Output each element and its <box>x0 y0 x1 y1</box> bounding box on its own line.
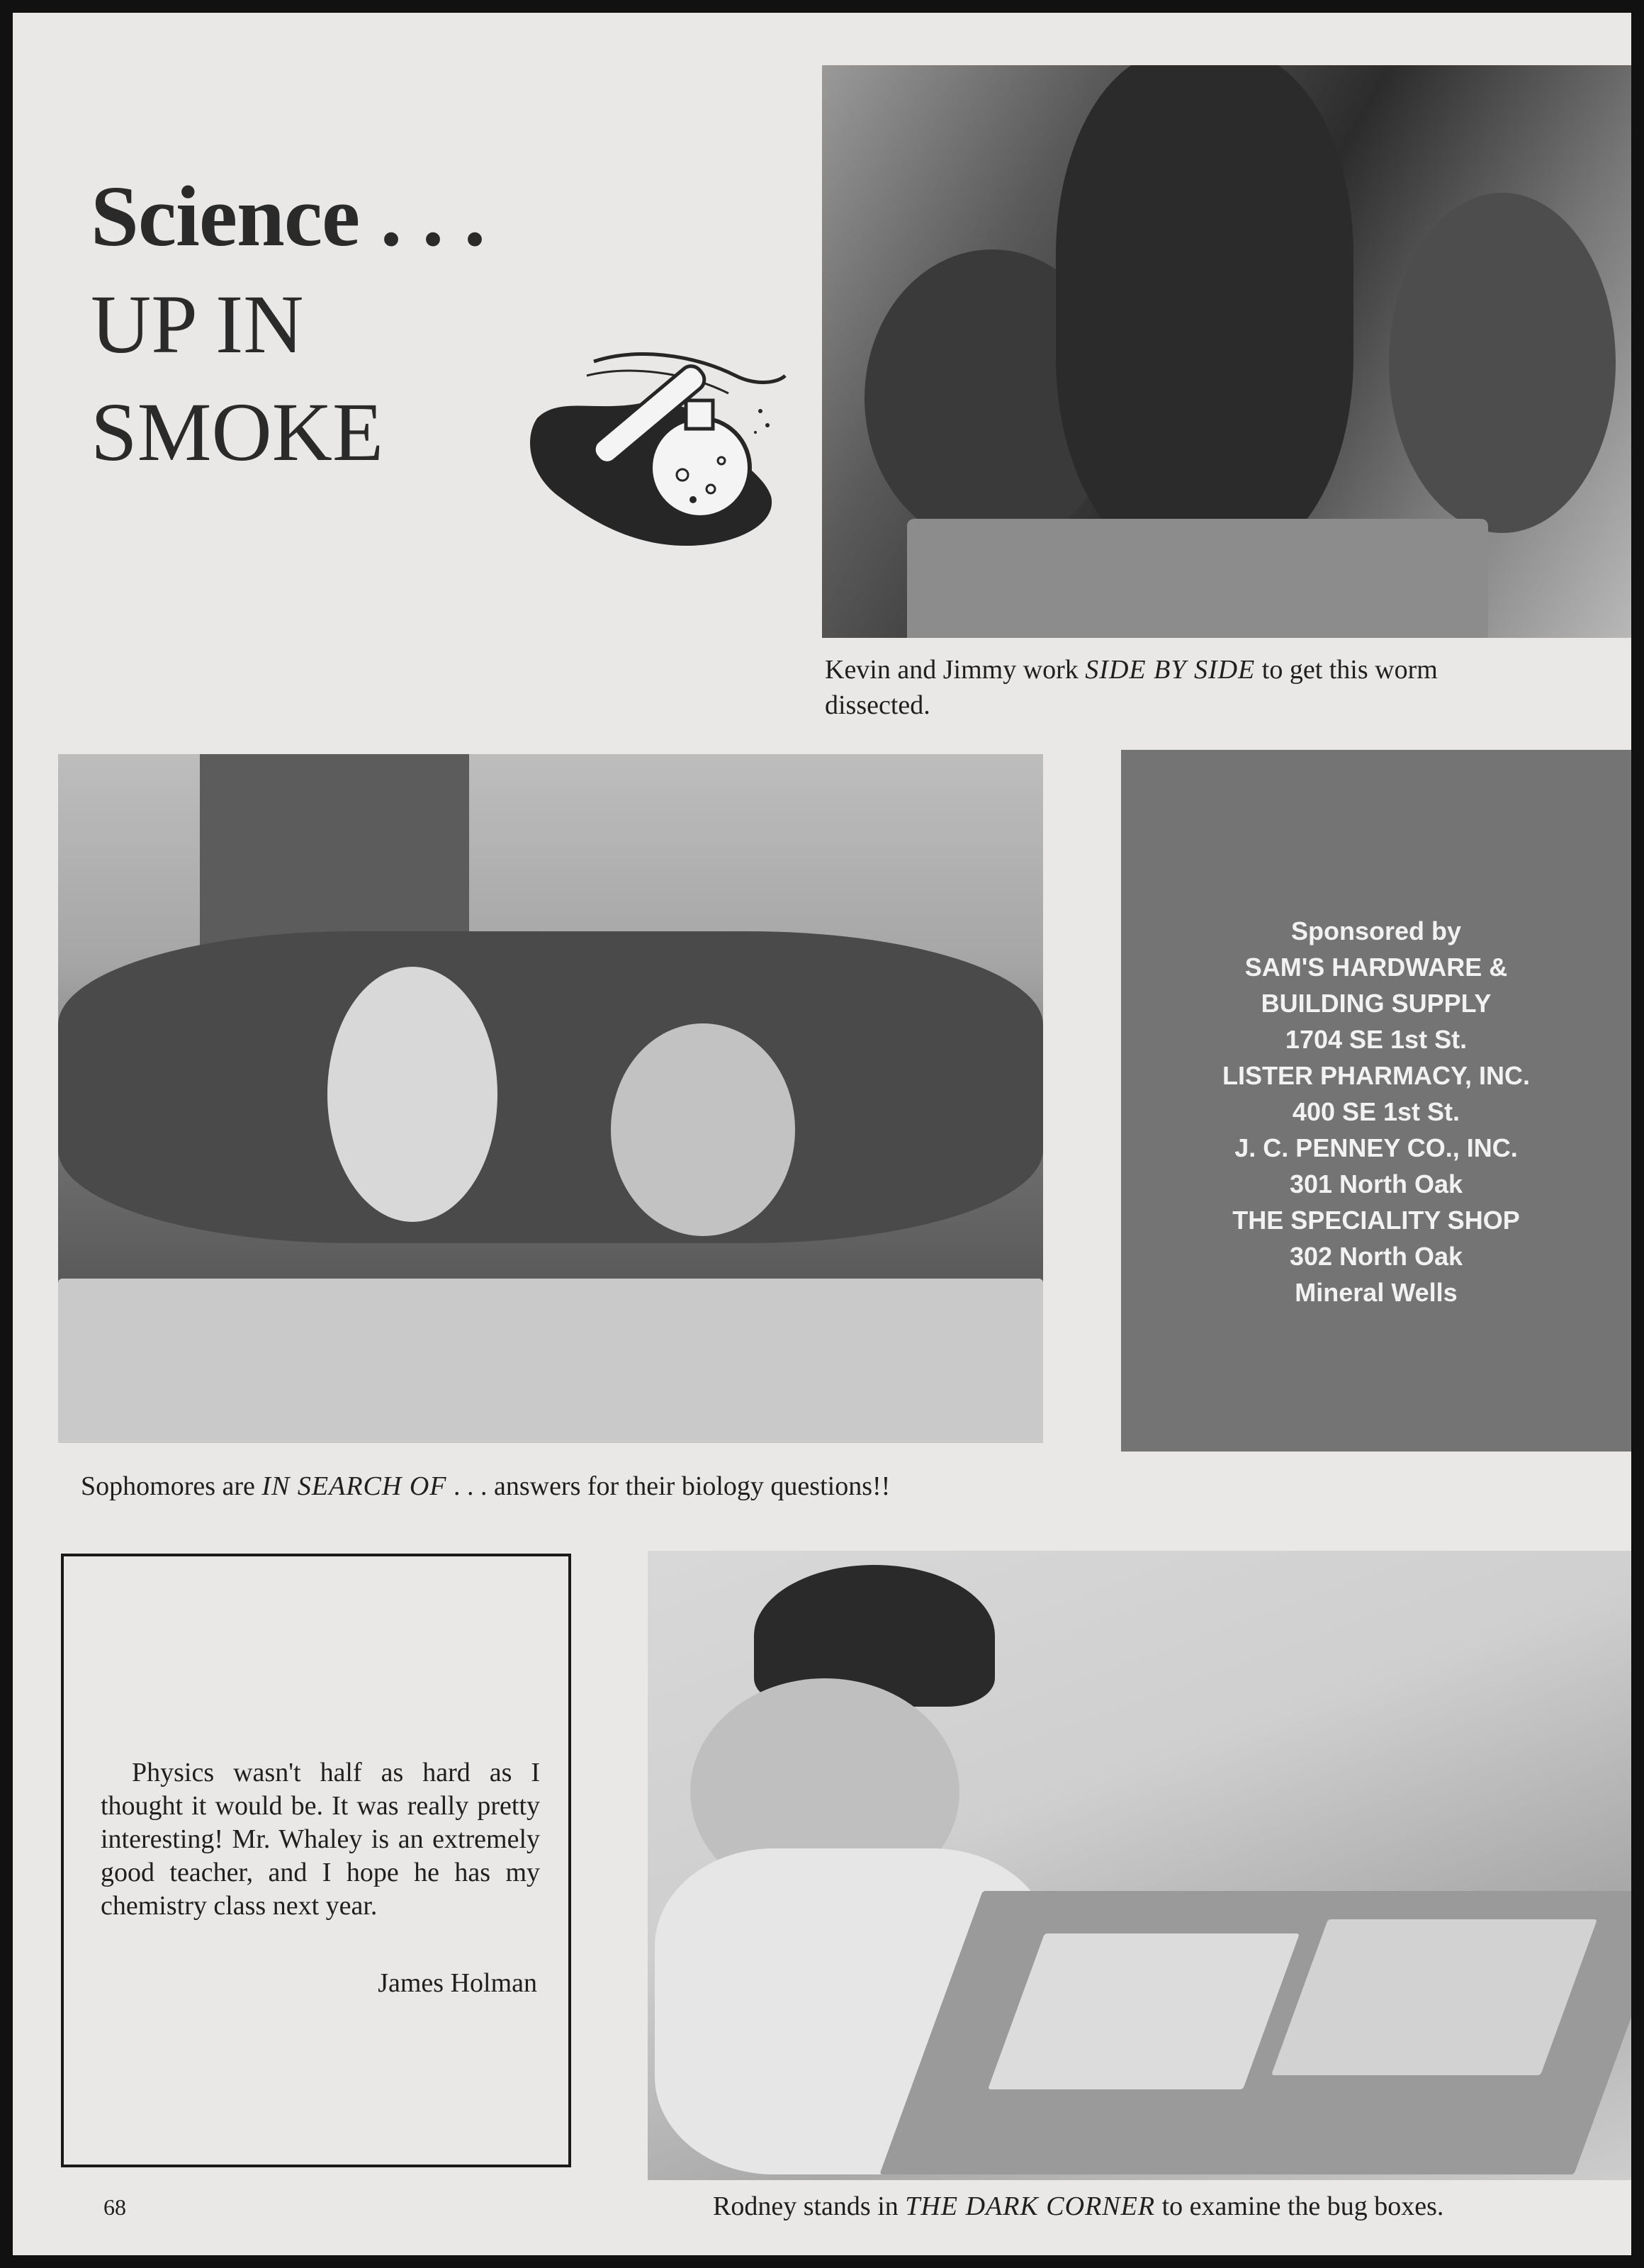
sponsor-line: THE SPECIALITY SHOP <box>1232 1206 1520 1235</box>
caption-biology-classroom: Sophomores are IN SEARCH OF . . . answers for their biology questions!! <box>81 1471 891 1501</box>
sponsor-list <box>1121 913 1631 1310</box>
sponsor-line: LISTER PHARMACY, INC. <box>1222 1061 1531 1090</box>
sponsor-line: 1704 SE 1st St. <box>1285 1025 1468 1054</box>
sponsor-box <box>1121 750 1631 1452</box>
title-smoke: SMOKE <box>91 386 384 478</box>
sponsor-line: Mineral Wells <box>1295 1278 1458 1307</box>
title-up-in: UP IN <box>91 278 304 371</box>
photo-biology-classroom <box>58 754 1043 1443</box>
test-tube-flask-icon <box>509 333 792 560</box>
title-science: Science . . . <box>91 169 485 264</box>
photo-worm-dissection <box>822 65 1631 638</box>
sponsor-line: 301 North Oak <box>1289 1169 1463 1198</box>
yearbook-page <box>13 13 1631 2255</box>
photo-bug-boxes <box>648 1551 1631 2180</box>
quote-box <box>61 1554 571 2167</box>
quote-text: Physics wasn't half as hard as I thought it would be. It was really pretty interesting! Mr. Whaley is an extremely good teacher, and I hope he has my chemistry class next year. <box>101 1758 540 1921</box>
sponsor-line: Sponsored by <box>1290 916 1462 945</box>
page-number: 68 <box>103 2194 126 2220</box>
quote-author: James Holman <box>378 1968 537 1998</box>
sponsor-line: BUILDING SUPPLY <box>1261 989 1492 1018</box>
sponsor-line: SAM'S HARDWARE & <box>1244 953 1508 982</box>
caption-worm-dissection: Kevin and Jimmy work SIDE BY SIDE to get this worm <box>825 655 1438 685</box>
caption-bug-boxes: Rodney stands in THE DARK CORNER to examine the bug boxes. <box>713 2191 1444 2221</box>
sponsor-line: 400 SE 1st St. <box>1292 1097 1460 1126</box>
sponsor-line: J. C. PENNEY CO., INC. <box>1234 1133 1518 1162</box>
sponsor-line: 302 North Oak <box>1289 1242 1463 1271</box>
caption-worm-dissection-line2: dissected. <box>825 690 930 720</box>
